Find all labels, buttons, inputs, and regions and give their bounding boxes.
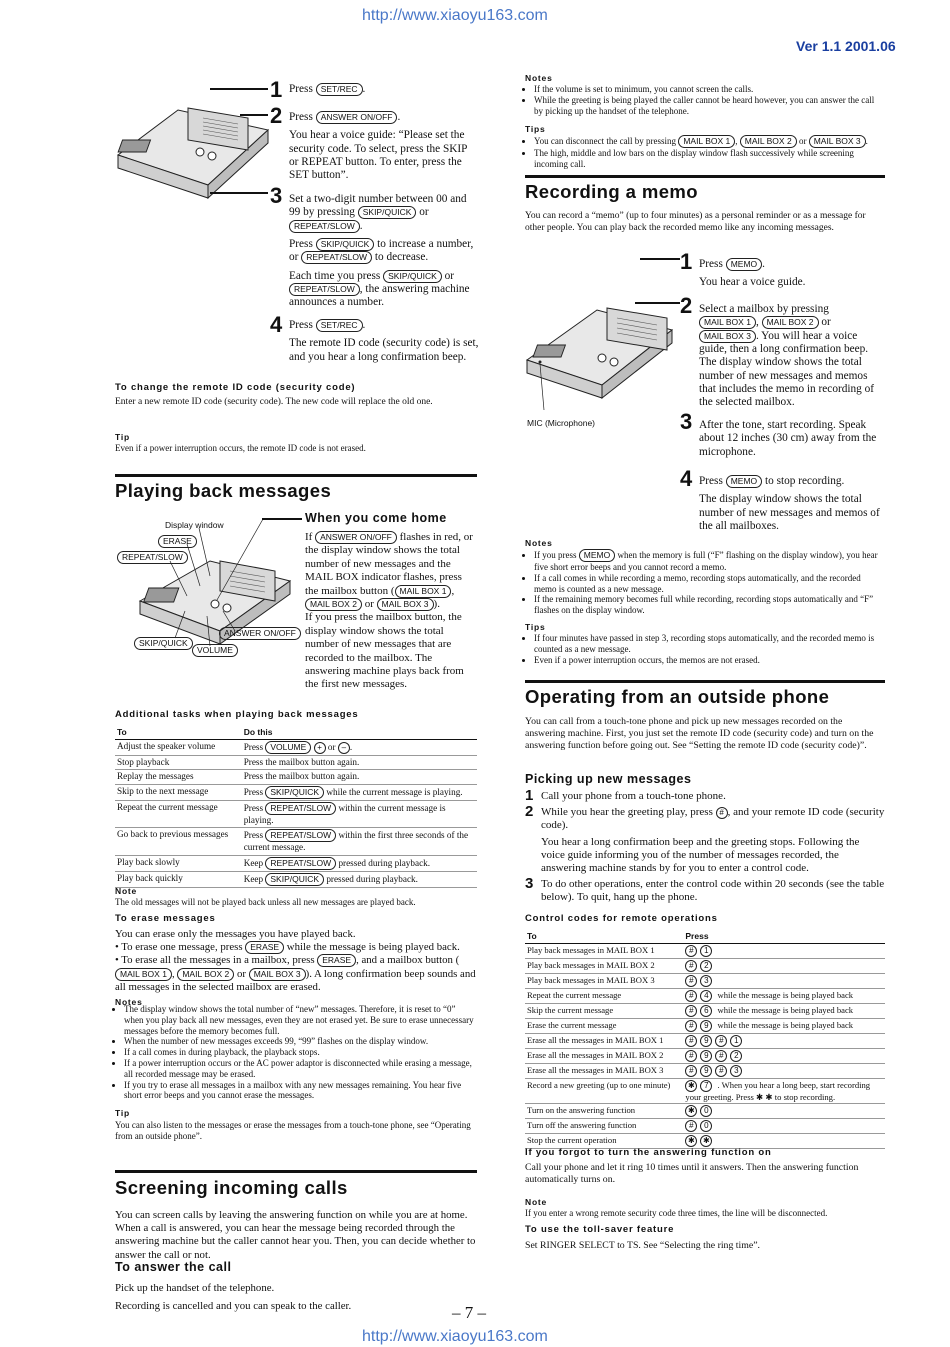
table-row [525, 973, 885, 988]
erase-heading: To erase messages [115, 913, 216, 924]
control-code-action: Erase all the messages in MAIL BOX 2 [525, 1048, 683, 1063]
control-code-action: Play back messages in MAIL BOX 3 [525, 973, 683, 988]
table-row [525, 1104, 885, 1119]
section-title-outside-phone: Operating from an outside phone [525, 686, 830, 707]
volume-key-label: VOLUME [192, 644, 238, 657]
keypad-key: # [685, 1065, 697, 1077]
note2-text: If you enter a wrong remote security code three times, the line will be disconnected. [525, 1208, 828, 1218]
keypad-key: 7 [700, 1080, 712, 1092]
keypad-key: 1 [700, 945, 712, 957]
notes-heading: Notes [115, 997, 143, 1007]
table-row: Go back to previous messages Press REPEAT/SLOW within the first three seconds of the current message. [115, 828, 477, 856]
keypad-key: ✱ [685, 1080, 697, 1092]
keypad-key: 0 [700, 1120, 712, 1132]
picking-up-steps: 1 Call your phone from a touch-tone phone. 2 While you hear the greeting play, press # , and your remote ID code (security code). You hear a long confirmation beep and the greeting stops. Following the voice guide informing you of the number of messages recorded, the answering machine stands by for you to enter a control code. 3 To do other operations, enter the control code within 20 seconds (see the table below). To quit, hang up the phone. [525, 787, 885, 904]
keypad-key: 4 [700, 990, 712, 1002]
skip-quick-key-label: SKIP/QUICK [134, 637, 193, 650]
control-code-action: Play back messages in MAIL BOX 1 [525, 943, 683, 958]
memo-notes-list: • If you press MEMO when the memory is full (“F” flashing on the display window), you hear five short error beeps and you cannot record a memo. • If a call comes in while recording a memo, recording stops automatically, and the recorded memo is counted as a new message. • If the remaining memory becomes full while recording, recording stops automatically and “F” flashes on the display window. [525, 549, 885, 616]
keypad-key: # [685, 990, 697, 1002]
control-code-action: Erase the current message [525, 1018, 683, 1033]
keypad-key: # [685, 960, 697, 972]
keypad-key: # [685, 1050, 697, 1062]
forgot-text: Call your phone and let it ring 10 times until it answers. Then the answering function automatically turns on. [525, 1162, 859, 1185]
table-row: Replay the messages Press the mailbox button again. [115, 770, 477, 785]
skip-key: SKIP/QUICK [358, 206, 417, 219]
step-number: 4 [680, 466, 693, 491]
table-row [525, 1078, 885, 1104]
playback-tasks-table: To Do this Adjust the speaker volume Press VOLUME + or – . Stop playback Press the mailbox button again. Replay the messages Press the mailbox button again. Skip to the next message Press SKIP/QUICK while the current message is playing. Repeat the current message Press REPEAT/SLOW within the current message is playing. Go back to previous messages Press REPEAT/SLOW within the first three seconds of the current message. Play back slowly Keep REPEAT/SLOW pressed during playback. Play back quickly Keep SKIP/QUICK pressed during playback. [115, 726, 477, 888]
control-code-action: Turn off the answering function [525, 1119, 683, 1134]
additional-tasks-heading: Additional tasks when playing back messages [115, 709, 359, 720]
section-title-playing: Playing back messages [115, 480, 332, 501]
answer-key-label: ANSWER ON/OFF [219, 627, 301, 640]
tip-heading: Tip [115, 432, 130, 442]
keypad-key: # [715, 1065, 727, 1077]
step-3: Set a two-digit number between 00 and 99 by pressing SKIP/QUICK or REPEAT/SLOW . Press SKIP/QUICK to increase a number, or REPEAT/SLOW to decrease. Each time you press SKIP/QUICK or REPEAT/SLOW , the answering machine announces a number. [289, 193, 474, 309]
table-row: Adjust the speaker volume Press VOLUME + or – . [115, 739, 477, 755]
table-row [525, 1033, 885, 1048]
keypad-key: # [685, 1120, 697, 1132]
control-code-keys [683, 958, 885, 973]
step-number: 1 [270, 77, 283, 102]
step-number: 2 [680, 293, 693, 318]
repeat-key: REPEAT/SLOW [289, 220, 360, 233]
right-tips-list: • You can disconnect the call by pressing MAIL BOX 1 , MAIL BOX 2 or MAIL BOX 3 . • The high, middle and low bars on the display window flash successively while screening incoming call. [525, 135, 885, 170]
keypad-key: 9 [700, 1050, 712, 1062]
answer-call-p1: Pick up the handset of the telephone. [115, 1282, 275, 1294]
set-rec-key: SET/REC [316, 83, 363, 96]
table-row [525, 1063, 885, 1078]
display-window-label: Display window [165, 520, 224, 530]
control-code-keys [683, 1119, 885, 1134]
step-number: 1 [680, 249, 693, 274]
tip2-text: You can also listen to the messages or erase the messages from a touch-tone phone, see “Operating from an outside phone”. [115, 1120, 471, 1141]
control-codes-table: To Press Play back messages in MAIL BOX 1 # 1 Play back messages in MAIL BOX 2 # 2 Play back messages in MAIL BOX 3 # 3 Repeat the current message # 4 while the message is being played back Skip the current message # 6 while the message is being played back Erase the current message # 9 while the message is being played back Erase all the messages in MAIL BOX 1 # 9 # 1 Erase all the messages in MAIL BOX 2 # 9 # 2 Erase all the messages in MAIL BOX 3 # 9 # 3 Record a new greeting (up to one minute) ✱ 7 . When you hear a long beep, start recording your greeting. Press ✱ ✱ to stop recording. Turn on the answering function ✱ 0 Turn off the answering function # 0 Stop the current operation ✱ ✱ [525, 930, 885, 1149]
answer-key: ANSWER ON/OFF [316, 111, 398, 124]
memo-step-2: Select a mailbox by pressing MAIL BOX 1 , MAIL BOX 2 or MAIL BOX 3 . You will hear a voice guide, then a long confirmation beep. The display window shows the total number of new messages and memos that includes the memo in recording of the selected mailbox. [699, 303, 875, 409]
outside-intro: You can call from a touch-tone phone and pick up new messages recorded on the answering machine. First, you just set the remote ID code (security code) and turn on the answering function before going out. See “Setting the remote ID code (security code)”. [525, 716, 874, 751]
memo-tips-list: • If four minutes have passed in step 3, recording stops automatically, and the recorded memo is counted as a new message. • Even if a power interruption occurs, the memos are not erased. [525, 633, 885, 665]
mic-label: MIC (Microphone) [527, 418, 596, 428]
screening-text: You can screen calls by leaving the answering function on while you are at home. When a call is answered, you can hear the message being recorded through the answering machine but the caller cannot hear you. Then, you can decide whether to answer the call or not. [115, 1209, 476, 1261]
version-label: Ver 1.1 2001.06 [796, 38, 896, 54]
top-url[interactable]: http://www.xiaoyu163.com [362, 7, 548, 24]
note-heading: Note [115, 886, 138, 896]
control-code-keys: # 6 while the message is being played back [683, 1003, 885, 1018]
section-title-screening: Screening incoming calls [115, 1177, 348, 1198]
keypad-key: # [685, 1035, 697, 1047]
keypad-key: # [685, 975, 697, 987]
toll-saver-heading: To use the toll-saver feature [525, 1224, 675, 1235]
forgot-heading: If you forgot to turn the answering function on [525, 1147, 772, 1158]
table-row: Stop playback Press the mailbox button again. [115, 755, 477, 770]
table-row [525, 943, 885, 958]
memo-notes-heading: Notes [525, 538, 553, 548]
table-row: Play back quickly Keep SKIP/QUICK pressed during playback. [115, 871, 477, 887]
when-you-come-home-text: If ANSWER ON/OFF flashes in red, or the display window shows the total number of new messages and the MAIL BOX indicator flashes, press the mailbox button ( MAIL BOX 1 , MAIL BOX 2 or MAIL BOX 3 ). If you press the mailbox button, the display window shows the total number of new messages that are recorded to the mailbox. The answering machine plays back from the first new messages. [305, 531, 473, 691]
memo-step-4: Press MEMO to stop recording. The display window shows the total number of new messages and memos of the all mailboxes. [699, 475, 880, 532]
keypad-key: 6 [700, 1005, 712, 1017]
control-code-keys [683, 1063, 885, 1078]
table-row [525, 1003, 885, 1018]
control-code-keys [683, 973, 885, 988]
keypad-key: 9 [700, 1020, 712, 1032]
table-row [525, 1048, 885, 1063]
keypad-key: ✱ [685, 1135, 697, 1147]
control-code-action: Play back messages in MAIL BOX 2 [525, 958, 683, 973]
note2-heading: Note [525, 1197, 548, 1207]
control-code-action: Erase all the messages in MAIL BOX 3 [525, 1063, 683, 1078]
keypad-key: 9 [700, 1065, 712, 1077]
step-number: 2 [270, 103, 283, 128]
table-row: Skip to the next message Press SKIP/QUICK while the current message is playing. [115, 784, 477, 800]
keypad-key: 1 [730, 1035, 742, 1047]
step-number: 4 [270, 312, 283, 337]
right-notes-heading: Notes [525, 73, 553, 83]
bottom-url[interactable]: http://www.xiaoyu163.com [362, 1328, 548, 1345]
step-number: 3 [270, 183, 283, 208]
erase-key-label: ERASE [158, 535, 197, 548]
answer-call-heading: To answer the call [115, 1260, 232, 1274]
step-2: Press ANSWER ON/OFF . You hear a voice guide: “Please set the security code. To select, press the SKIP or REPEAT button. To enter, press the SET button”. [289, 111, 468, 182]
control-code-keys: # 4 while the message is being played back [683, 988, 885, 1003]
repeat-slow-key-label: REPEAT/SLOW [117, 551, 188, 564]
keypad-key: 2 [700, 960, 712, 972]
note-text: The old messages will not be played back unless all new messages are played back. [115, 897, 416, 907]
answering-machine-illustration [108, 70, 278, 210]
control-codes-heading: Control codes for remote operations [525, 913, 718, 924]
keypad-key: # [685, 945, 697, 957]
control-code-action: Record a new greeting (up to one minute) [525, 1078, 683, 1104]
tip2-heading: Tip [115, 1108, 130, 1118]
control-code-action: Skip the current message [525, 1003, 683, 1018]
keypad-key: 2 [730, 1050, 742, 1062]
control-code-keys [683, 1104, 885, 1119]
memo-device-illustration [522, 250, 682, 410]
right-tips-heading: Tips [525, 124, 546, 134]
memo-intro: You can record a “memo” (up to four minutes) as a personal reminder or as a message for other people. You can play back the recorded memo like any incoming messages. [525, 211, 866, 233]
table-row: Repeat the current message Press REPEAT/SLOW within the current message is playing. [115, 800, 477, 828]
table-row [525, 958, 885, 973]
tip-text: Even if a power interruption occurs, the remote ID code is not erased. [115, 443, 366, 453]
keypad-key: # [685, 1005, 697, 1017]
step-number: 3 [680, 409, 693, 434]
table-row [525, 1119, 885, 1134]
erase-block: You can erase only the messages you have played back. • To erase one message, press ERASE while the message is being played back. • To erase all the messages in a mailbox, press ERASE , and a mailbox button (MAIL BOX 1 , MAIL BOX 2 or MAIL BOX 3 ). A long confirmation beep sounds and all messages in the selected mailbox are erased. [115, 928, 476, 993]
keypad-key: 3 [730, 1065, 742, 1077]
when-you-come-home-heading: When you come home [305, 511, 447, 525]
control-code-action: Turn on the answering function [525, 1104, 683, 1119]
answer-call-p2: Recording is cancelled and you can speak to the caller. [115, 1300, 352, 1312]
keypad-key: ✱ [685, 1105, 697, 1117]
table-row [525, 1018, 885, 1033]
table-row [525, 988, 885, 1003]
change-code-text: Enter a new remote ID code (security code). The new code will replace the old one. [115, 397, 433, 407]
change-code-heading: To change the remote ID code (security code) [115, 382, 356, 393]
section-title-memo: Recording a memo [525, 181, 698, 202]
keypad-key: 9 [700, 1035, 712, 1047]
notes-list: • The display window shows the total number of “new” messages. Therefore, it is reset to “0” when you play back all new messages, even they are not erased yet. Be sure to erase unnecessary messages before the memory becomes full. • When the number of new messages exceeds 99, “99” flashes on the display window. • If a call comes in during playback, the playback stops. • If a power interruption occurs or the AC power adaptor is disconnected while erasing a message, all recorded message may be erased. • If you try to erase all messages in a mailbox with any new messages remaining. You hear five short error beeps and you cannot erase the messages. [115, 1004, 477, 1101]
toll-saver-text: Set RINGER SELECT to TS. See “Selecting the ring time”. [525, 1240, 761, 1251]
step-4: Press SET/REC . The remote ID code (security code) is set, and you hear a long confirmation beep. [289, 319, 479, 363]
keypad-key: # [715, 1035, 727, 1047]
control-code-action: Repeat the current message [525, 988, 683, 1003]
right-notes-list: • If the volume is set to minimum, you cannot screen the calls. • While the greeting is being played the caller cannot be heard however, you can answer the call by picking up the handset of the telephone. [525, 84, 885, 116]
control-code-keys: # 9 while the message is being played back [683, 1018, 885, 1033]
control-code-keys: ✱ 7 . When you hear a long beep, start recording your greeting. Press ✱ ✱ to stop recording. [683, 1078, 885, 1104]
picking-up-heading: Picking up new messages [525, 772, 692, 786]
control-code-action: Erase all the messages in MAIL BOX 1 [525, 1033, 683, 1048]
keypad-key: 3 [700, 975, 712, 987]
keypad-key: ✱ [700, 1135, 712, 1147]
memo-tips-heading: Tips [525, 622, 546, 632]
table-row: Play back slowly Keep REPEAT/SLOW pressed during playback. [115, 855, 477, 871]
control-code-keys [683, 943, 885, 958]
step-1: Press SET/REC . [289, 83, 366, 95]
control-code-keys [683, 1048, 885, 1063]
page-number: – 7 – [452, 1303, 486, 1322]
memo-step-3: After the tone, start recording. Speak about 12 inches (30 cm) away from the microphone. [699, 419, 877, 458]
keypad-key: # [715, 1050, 727, 1062]
control-code-keys [683, 1033, 885, 1048]
control-code-action: Stop the current operation [525, 1134, 683, 1149]
keypad-key: 0 [700, 1105, 712, 1117]
memo-step-1: Press MEMO . You hear a voice guide. [699, 258, 806, 289]
keypad-key: # [685, 1020, 697, 1032]
